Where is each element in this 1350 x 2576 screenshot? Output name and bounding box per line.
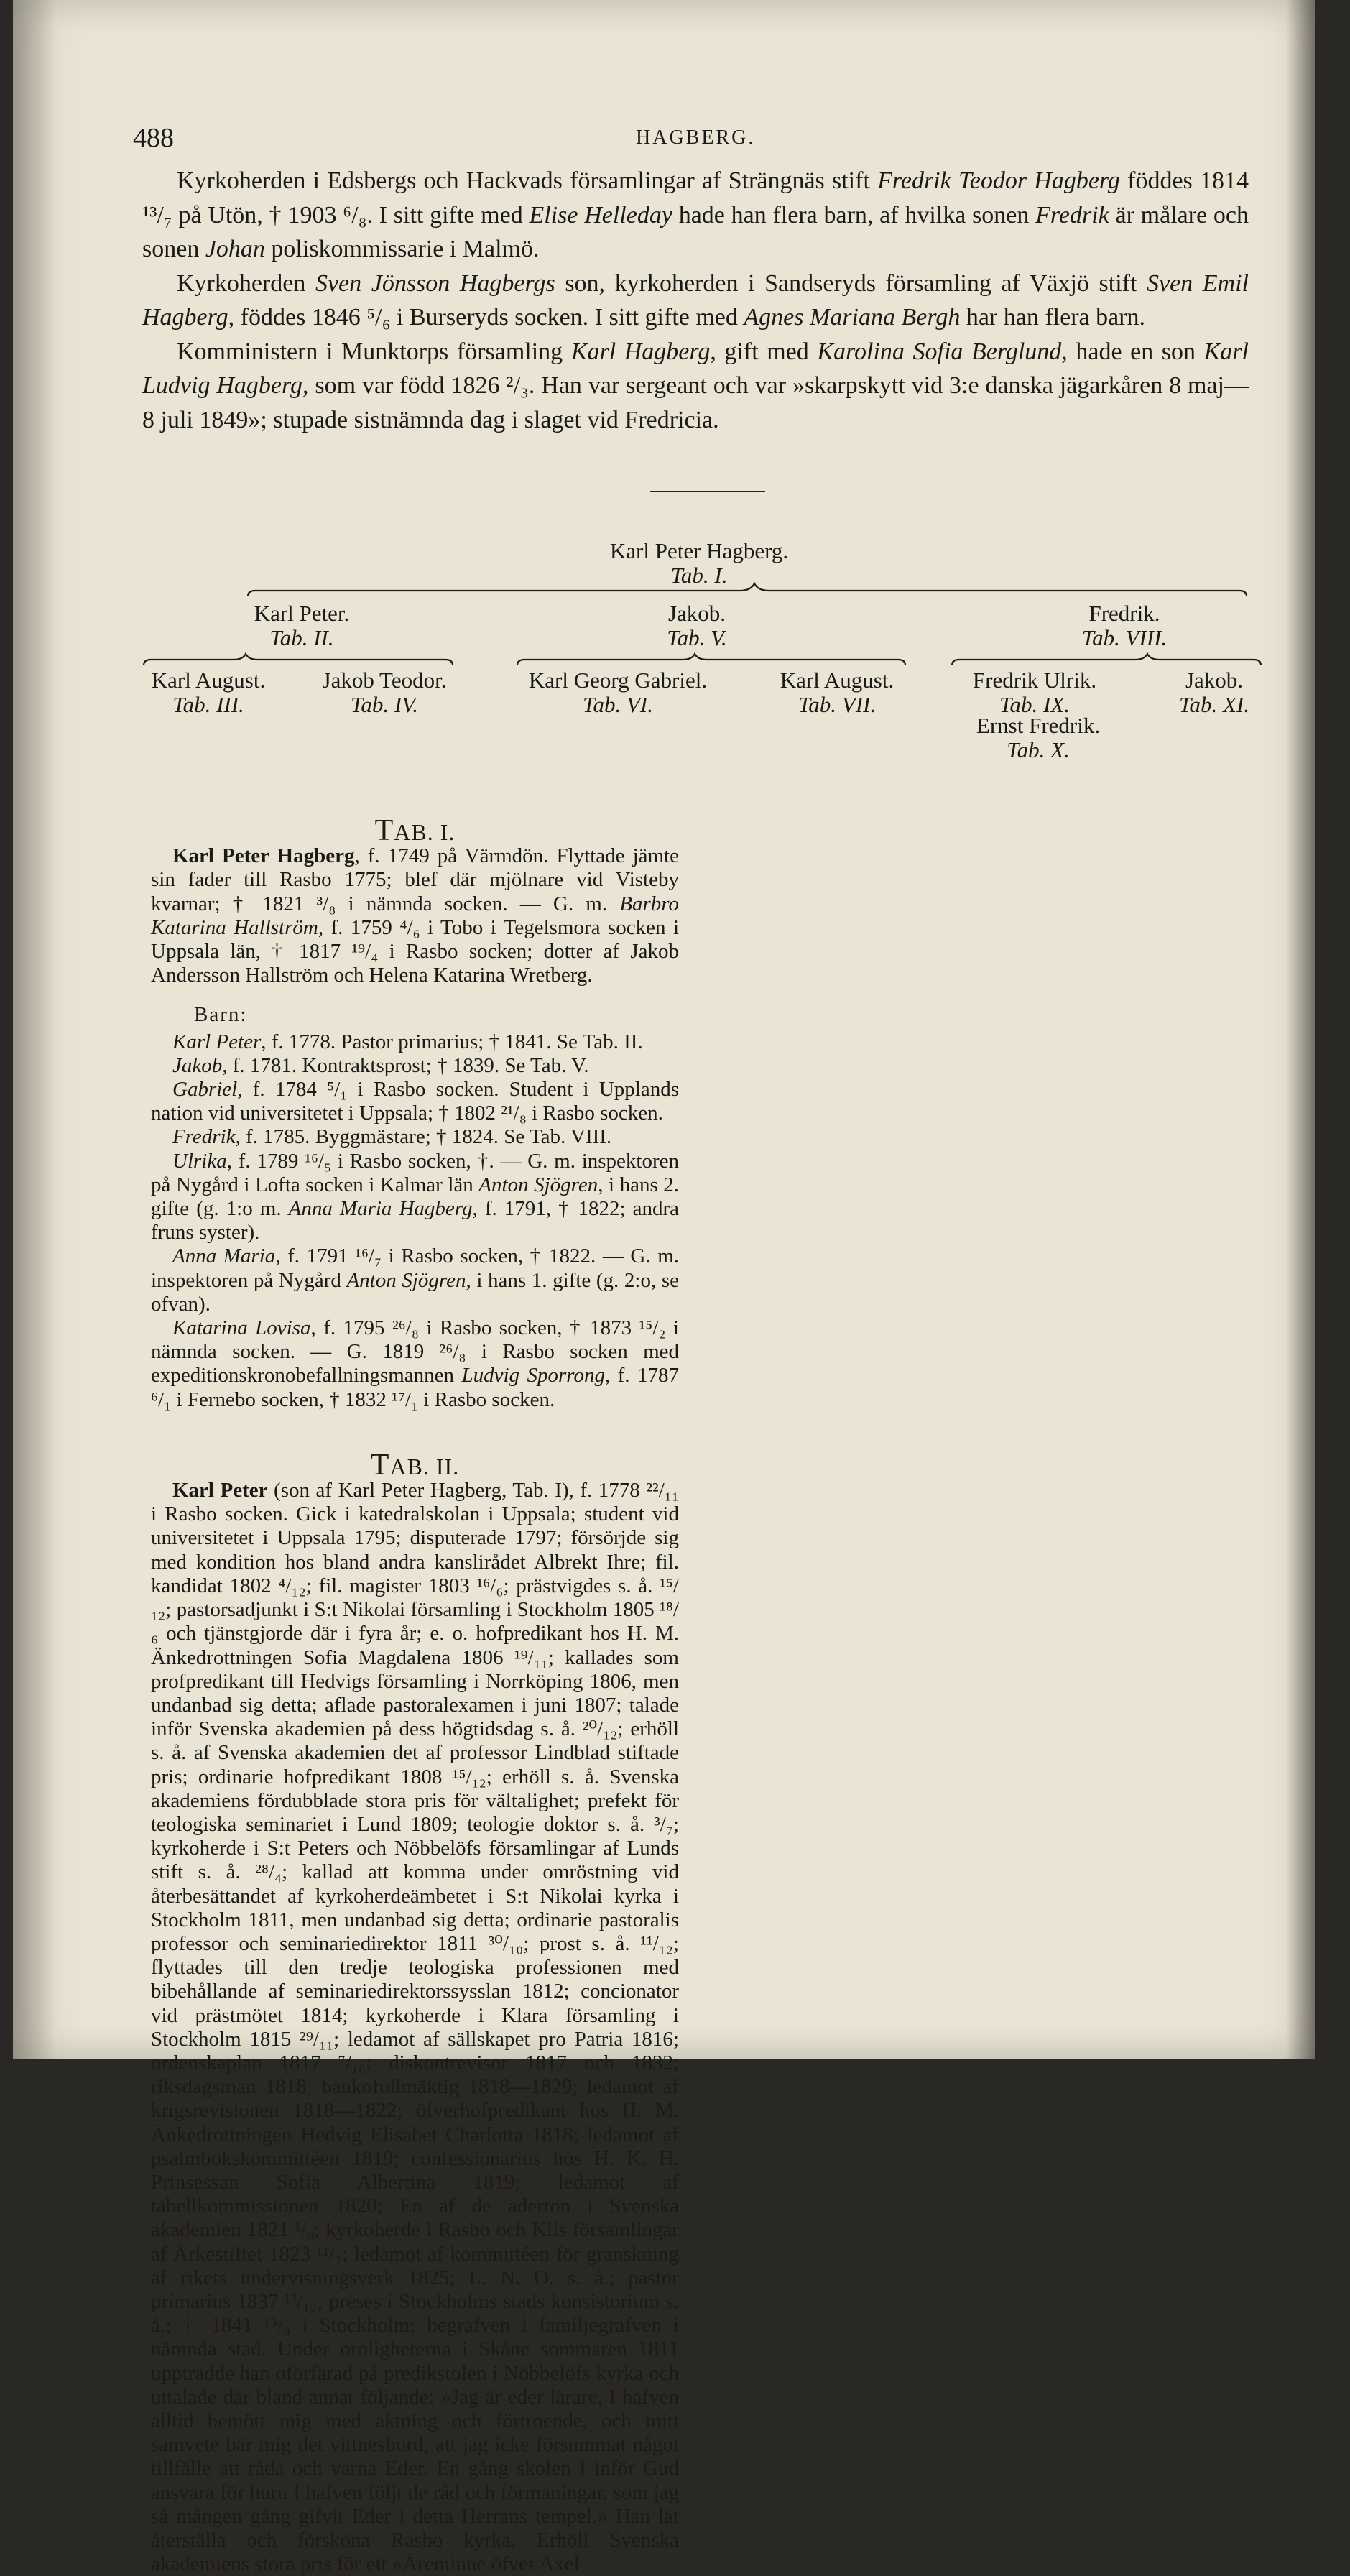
italic-name: Elise Helleday	[529, 201, 672, 228]
tree-node-tab: Tab. I.	[670, 563, 728, 588]
tree-node-fredrik-ulrik	[952, 668, 1117, 717]
tree-node-jakob-xi	[1171, 668, 1257, 717]
intro-text	[142, 164, 1249, 437]
child-entry: Ulrika, f. 1789 ¹⁶/₅ i Rasbo socken, †. — G. m. inspektoren på Nygård i Lofta socken i Kalmar län Anton Sjögren, i hans 2. gifte (g. 1:o m. Anna Maria Hagberg, f. 1791, † 1822; andra fruns syster).	[151, 1149, 679, 1245]
italic-name: Johan	[205, 236, 265, 262]
entry-paragraph-karl-peter: Karl Peter (son af Karl Peter Hagberg, Tab. I), f. 1778 ²²/₁₁ i Rasbo socken. Gick i katedralskolan i Uppsala; student vid universitetet i Uppsala 1795; disputerade 1797; försörjde sig med kondition hos bland andra kanslirådet Albrekt Ihre; fil. kandidat 1802 ⁴/₁₂; fil. magister 1803 ¹⁶/₆; prästvigdes s. å. ¹⁵/₁₂; pastorsadjunkt i S:t Nikolai församling i Stockholm 1805 ¹⁸/₆ och tjänstgjorde där i fyra år; e. o. hofpredikant hos H. M. Änkedrottningen Sofia Magdalena 1806 ¹⁹/₁₁; kallades som profpredikant till Hedvigs församling i Norrköping 1806, men undanbad sig detta; aflade pastoralexamen i juni 1807; talade inför Svenska akademien på dess högtidsdag s. å. ²⁰/₁₂; erhöll s. å. af Svenska akademien det af professor Lindblad stiftade pris; ordinarie hofpredikant 1808 ¹⁵/₁₂; erhöll s. å. Svenska akademiens fördubblade stora pris för vältalighet; prefekt för teologiska seminariet i Lund 1809; teologie doktor s. å. ³/₇; kyrkoherde i S:t Peters och Nöbbelöfs församlingar af Lunds stift s. å. ²⁸/₄; kallad att komma under omröstning vid återbesättandet af kyrkoherdeämbetet i S:t Nikolai kyrka i Stockholm 1811, men undanbad sig detta; ordinarie pastoralis professor och seminariedirektor 1811 ³⁰/₁₀; prost s. å. ¹¹/₁₂; flyttades till den tredje teologiska professionen med bibehållande af seminariedirektorssysslan 1812; concionator vid prästmötet 1814; kyrkoherde i Klara församling i Stockholm 1815 ²⁹/₁₁; ledamot af sällskapet pro Patria 1816; ordenskaplan 1817 ⁷/₁₀; diskontrevisor 1817 och 1832; riksdagsman 1818; bankofullmäktig 1818—1829; ledamot af krigsrevisionen 1818—1822; öfverhofpredikant hos H. M. Änkedrottningen Hedvig Elisabet Charlotta 1818; ledamot af psalmbokskommittéen 1819; confessionarius hos H. K. H. Prinsessan Sofia Albertina 1819; ledamot af tabellkommissionen 1820; En af de aderton i Svenska akademien 1821 ¹/₆; kyrkoherde i Rasbo och Kils församlingar af Ärkestiftet 1823 ¹¹/₇; ledamot af kommittéen för granskning af rikets undervisningsverk 1825; L. N. O. s. å.; pastor primarius 1837 ¹³/₁₂; preses i Stockholms stads konsistorium s. å.; † 1841 ¹⁵/₉ i Stockholm; begrafven i familjegrafven i nämnda stad. Under oroligheterna i Skåne sommaren 1811 uppträdde han oförfärad på predikstolen i Nöbbelöfs kyrka och uttalade där bland annat följande: »Jag är eder lärare, I hafven alltid bemött mig med aktning och förtroende, och mitt samvete bär mig det vittnesbörd, att jag icke försummat något tillfälle att råda och varna Eder. En gång skolen I inför Gud ansvara för huru I hafven följt de råd och förmaningar, som jag så mången gång gifvit Eder i detta Herrans tempel.» Han lät återställa och försköna Rasbo kyrka. Erhöll Svenska akademiens stora pris för ett »Äreminne öfver Axel	[151, 1479, 679, 2576]
tree-node-ernst-fredrik	[952, 714, 1124, 762]
tab-heading-initial: T	[374, 814, 394, 847]
page-number: 488	[133, 123, 174, 153]
italic-name: Sven Jönsson Hagbergs	[315, 269, 555, 297]
tree-node-karl-georg-gabriel	[514, 668, 722, 717]
italic-name: Anna Maria Hagberg	[288, 1197, 473, 1221]
italic-name: Ulrika	[172, 1149, 227, 1173]
intro-paragraph: Kyrkoherden i Edsbergs och Hackvads församlingar af Strängnäs stift Fredrik Teodor Hagberg föddes 1814 ¹³/₇ på Utön, † 1903 ⁶/₈. I sitt gifte med Elise Helleday hade han flera barn, af hvilka sonen Fredrik är målare och sonen Johan poliskommissarie i Malmö.	[142, 167, 1249, 262]
italic-name: Fredrik	[1035, 201, 1109, 228]
italic-name: Anton Sjögren	[346, 1268, 466, 1292]
entry-paragraph: Karl Peter Hagberg, f. 1749 på Värmdön. Flyttade jämte sin fader till Rasbo 1775; blef där mjölnare vid Visteby kvarnar; † 1821 ³/₈ i nämnda socken. — G. m. Barbro Katarina Hallström, f. 1759 ⁴/₆ i Tobo i Tegelsmora socken i Uppsala län, † 1817 ¹⁹/₄ i Rasbo socken; dotter af Jakob Andersson Hallström och Helena Katarina Wretberg.	[151, 844, 680, 987]
tree-node-name: Fredrik Ulrik.	[972, 668, 1097, 693]
tree-node-tab: Tab. VI.	[583, 692, 653, 717]
child-entry: Gabriel, f. 1784 ⁵/₁ i Rasbo socken. Student i Upplands nation vid universitetet i Uppsala; † 1802 ²¹/₈ i Rasbo socken.	[151, 1078, 679, 1125]
tree-node-name: Ernst Fredrik.	[976, 713, 1101, 738]
tree-node-tab: Tab. VIII.	[1081, 625, 1168, 650]
barn-label: Barn:	[194, 1003, 248, 1027]
tree-node-name: Jakob Teodor.	[322, 668, 447, 693]
intro-paragraph: Kyrkoherden Sven Jönsson Hagbergs son, kyrkoherden i Sandseryds församling af Växjö stift Sven Emil Hagberg, föddes 1846 ⁵/₆ i Burseryds socken. I sitt gifte med Agnes Mariana Bergh har han flera barn.	[142, 269, 1249, 331]
italic-name: Sven Emil Hagberg	[142, 269, 1249, 331]
tree-node-karl-august-vii	[762, 668, 912, 717]
tree-node-name: Karl Peter.	[254, 601, 350, 626]
italic-name: Fredrik Teodor Hagberg	[877, 167, 1120, 194]
tree-node-jakob-teodor	[309, 668, 460, 717]
tree-node-name: Jakob.	[667, 601, 726, 626]
italic-name: Agnes Mariana Bergh	[744, 304, 961, 331]
tree-node-tab: Tab. X.	[1007, 737, 1070, 762]
tab-heading	[151, 1448, 679, 1482]
tree-node-tab: Tab. V.	[667, 625, 727, 650]
tab-heading-rest: AB. I.	[394, 819, 456, 845]
intro-paragraph: Komministern i Munktorps församling Karl Hagberg, gift med Karolina Sofia Berglund, hade en son Karl Ludvig Hagberg, som var född 1826 ²/₃. Han var sergeant och var »skarpskytt vid 3:e danska jägarkåren 8 maj—8 juli 1849»; stupade sistnämnda dag i slaget vid Fredricia.	[142, 338, 1249, 433]
tree-node-fredrik	[1053, 601, 1196, 650]
entry-name: Karl Peter	[172, 1479, 268, 1502]
tree-node-karl-peter-hagberg	[581, 539, 818, 588]
child-entry: Jakob, f. 1781. Kontraktsprost; † 1839. Se Tab. V.	[172, 1053, 589, 1077]
entry-name: Karl Peter Hagberg	[172, 844, 355, 868]
italic-name: Katarina Lovisa	[172, 1316, 311, 1340]
italic-name: Anton Sjögren	[478, 1173, 598, 1196]
tab-heading-rest: AB. II.	[389, 1453, 460, 1479]
child-entry: Katarina Lovisa, f. 1795 ²⁶/₈ i Rasbo socken, † 1873 ¹⁵/₂ i nämnda socken. — G. 1819 ²⁶/₈ i Rasbo socken med expeditionskronobefallningsmannen Ludvig Sporrong, f. 1787 ⁶/₁ i Fernebo socken, † 1832 ¹⁷/₁ i Rasbo socken.	[151, 1316, 679, 1411]
child-entry: Anna Maria, f. 1791 ¹⁶/₇ i Rasbo socken, † 1822. — G. m. inspektoren på Nygård Anton Sjögren, i hans 1. gifte (g. 2:o, se ofvan).	[151, 1245, 679, 1316]
italic-name: Jakob	[172, 1053, 223, 1077]
left-column	[151, 814, 680, 2576]
tree-node-tab: Tab. IV.	[351, 692, 418, 717]
tree-node-karl-peter	[230, 601, 374, 650]
page-gutter-shadow	[13, 0, 56, 2059]
tree-node-name: Karl Georg Gabriel.	[528, 668, 708, 693]
italic-name: Barbro Katarina Hallström	[151, 892, 679, 939]
family-tree	[0, 525, 1350, 783]
section-separator	[650, 491, 765, 492]
tree-node-name: Karl August.	[780, 668, 894, 693]
page-edge-shadow	[1286, 0, 1315, 2059]
tree-node-karl-august-iii	[140, 668, 277, 717]
italic-name: Karl Peter	[172, 1030, 262, 1053]
italic-name: Karl Hagberg	[570, 338, 711, 365]
italic-name: Fredrik	[172, 1125, 236, 1149]
tree-node-name: Jakob.	[1185, 668, 1244, 693]
tab-heading	[151, 814, 679, 847]
child-entry: Fredrik, f. 1785. Byggmästare; † 1824. Se Tab. VIII.	[172, 1125, 612, 1149]
italic-name: Ludvig Sporrong	[461, 1364, 605, 1388]
italic-name: Anna Maria	[172, 1245, 276, 1268]
tree-node-tab: Tab. II.	[269, 625, 334, 650]
italic-name: Karl Ludvig Hagberg	[142, 338, 1249, 399]
tree-node-tab: Tab. XI.	[1179, 692, 1249, 717]
italic-name: Karolina Sofia Berglund	[817, 338, 1062, 365]
page-header	[0, 122, 1350, 158]
tree-node-tab: Tab. IX.	[999, 692, 1070, 717]
tab-heading-initial: T	[370, 1448, 390, 1482]
child-entry: Karl Peter, f. 1778. Pastor primarius; † 1841. Se Tab. II.	[172, 1030, 643, 1053]
tree-node-tab: Tab. VII.	[797, 692, 877, 717]
tree-node-tab: Tab. III.	[172, 692, 244, 717]
tree-node-jakob	[639, 601, 754, 650]
tree-node-name: Fredrik.	[1088, 601, 1160, 626]
tree-node-name: Karl Peter Hagberg.	[609, 538, 789, 563]
children-list	[151, 1030, 679, 1412]
tree-node-name: Karl August.	[151, 668, 266, 693]
italic-name: Gabriel	[172, 1078, 238, 1102]
running-head: HAGBERG.	[636, 126, 756, 149]
